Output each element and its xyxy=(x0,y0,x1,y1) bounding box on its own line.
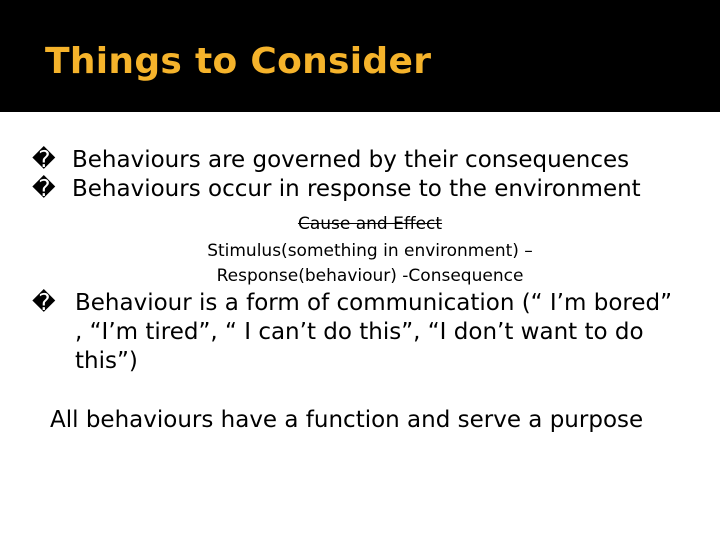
bullet-marker: � xyxy=(32,176,56,202)
bullet-text: Behaviours occur in response to the environment xyxy=(72,176,641,202)
bullet-environment xyxy=(32,175,712,204)
closing-statement: All behaviours have a function and serve a purpose xyxy=(50,407,644,433)
stimulus-line: Stimulus(something in environment) – xyxy=(207,241,533,261)
bullet-text: Behaviours are governed by their consequences xyxy=(72,147,630,173)
bullet-consequences xyxy=(32,146,712,175)
cause-and-effect-line: Cause and Effect xyxy=(297,214,443,234)
bullet-text: Behaviour is a form of communication (“ I’m bored” , “I’m tired”, “ I can’t do this”, “I don’t want to do this”) xyxy=(75,290,673,374)
slide-title: Things to Consider xyxy=(45,41,432,82)
bullet-communication xyxy=(32,289,712,376)
bullet-marker: � xyxy=(32,290,56,316)
bullet-marker: � xyxy=(32,147,56,173)
response-consequence-line: Response(behaviour) -Consequence xyxy=(216,266,524,286)
